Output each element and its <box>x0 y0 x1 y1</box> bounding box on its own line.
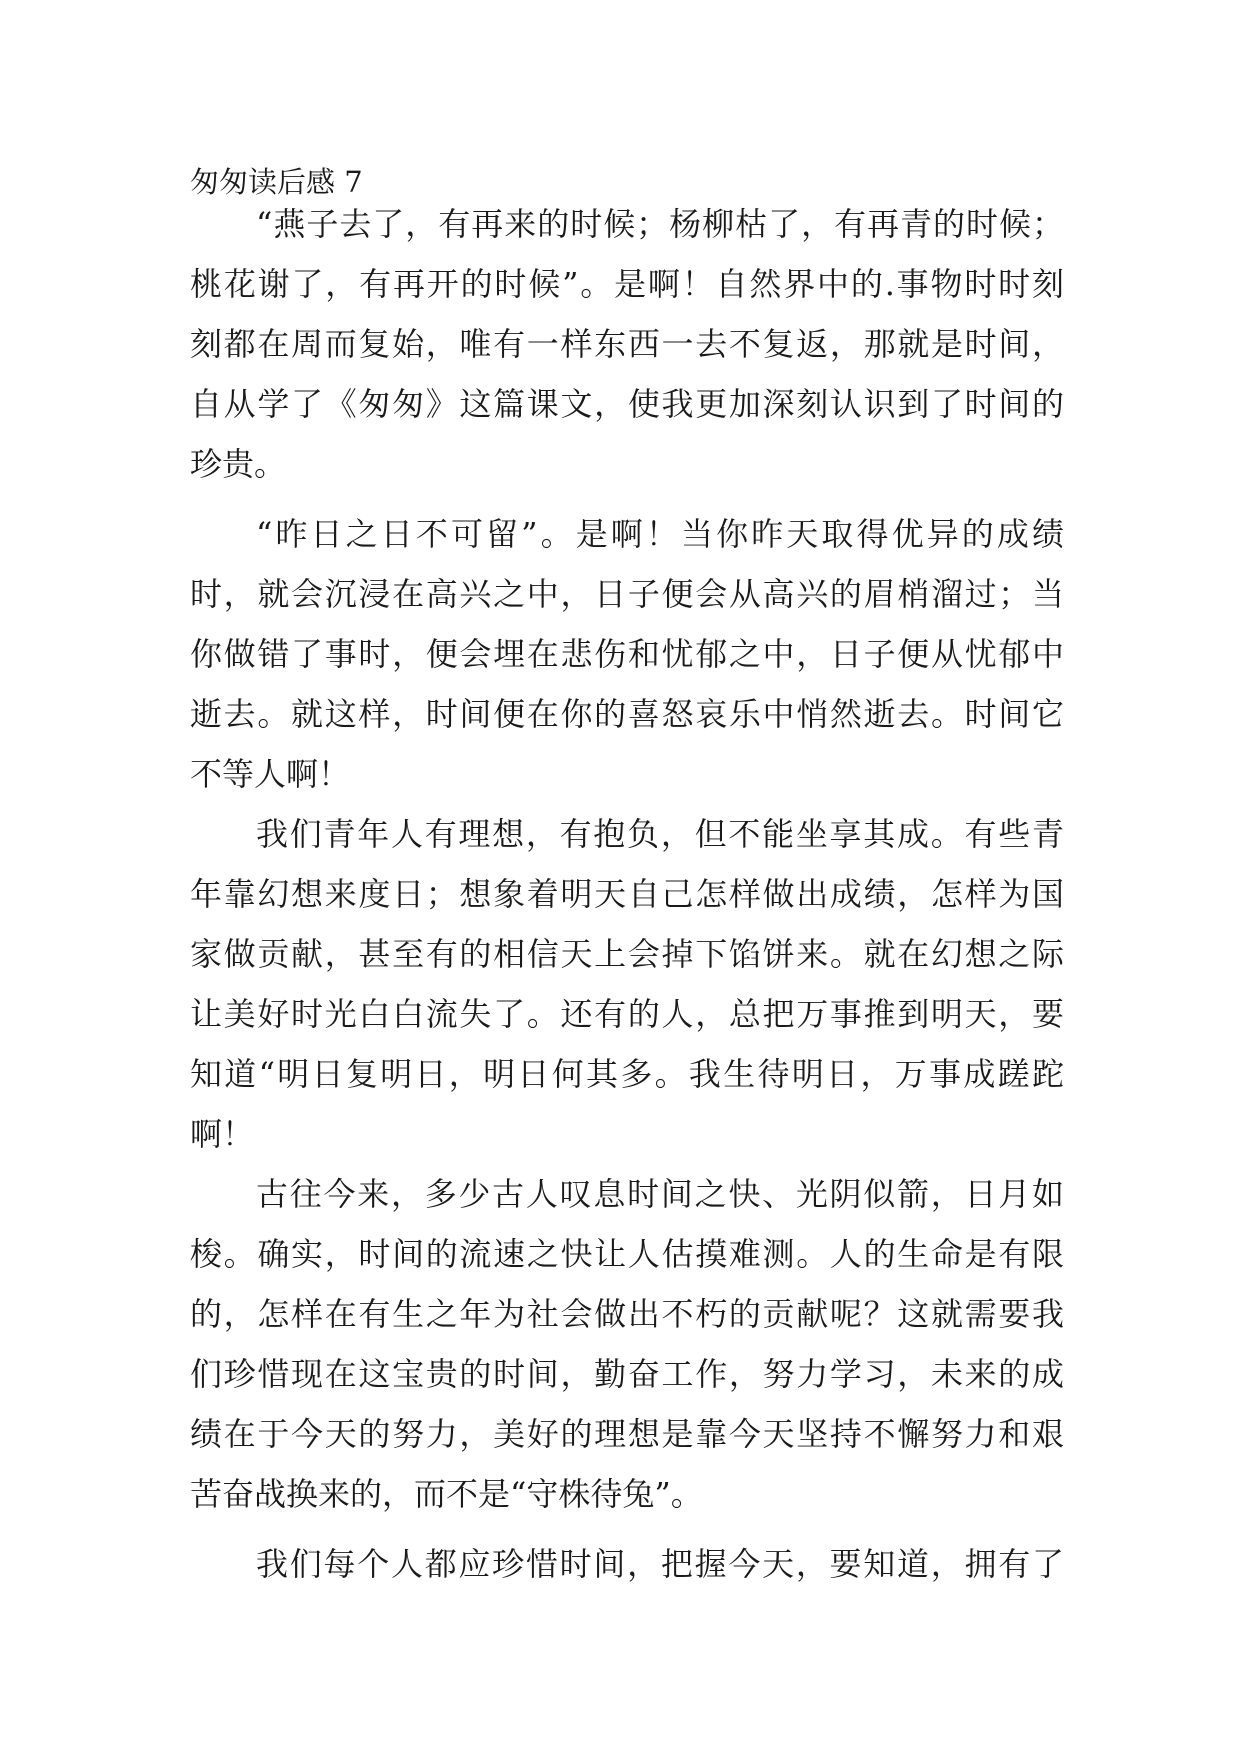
paragraph-3-line-5: 知道“明日复明日，明日何其多。我生待明日，万事成蹉跎 <box>190 1055 1064 1093</box>
paragraph-4-line-1: 古往今来，多少古人叹息时间之快、光阴似箭，日月如 <box>256 1175 1064 1213</box>
paragraph-2-line-3: 你做错了事时，便会埋在悲伤和忧郁之中，日子便从忧郁中 <box>190 635 1064 673</box>
paragraph-1-line-4: 自从学了《匆匆》这篇课文，使我更加深刻认识到了时间的 <box>190 385 1064 423</box>
paragraph-4-line-6: 苦奋战换来的，而不是“守株待兔”。 <box>190 1475 703 1513</box>
paragraph-4-line-3: 的，怎样在有生之年为社会做出不朽的贡献呢？这就需要我 <box>190 1295 1064 1333</box>
paragraph-2-line-5: 不等人啊！ <box>190 755 351 793</box>
paragraph-3-line-3: 家做贡献，甚至有的相信天上会掉下馅饼来。就在幻想之际 <box>190 935 1064 973</box>
paragraph-4-line-4: 们珍惜现在这宝贵的时间，勤奋工作，努力学习，未来的成 <box>190 1355 1064 1393</box>
paragraph-2-line-2: 时，就会沉浸在高兴之中，日子便会从高兴的眉梢溜过；当 <box>190 575 1064 613</box>
paragraph-3-line-1: 我们青年人有理想，有抱负，但不能坐享其成。有些青 <box>256 815 1064 853</box>
document-title: 匆匆读后感 7 <box>190 165 363 199</box>
paragraph-1-line-3: 刻都在周而复始，唯有一样东西一去不复返，那就是时间， <box>190 325 1064 363</box>
paragraph-1-line-2: 桃花谢了，有再开的时候”。是啊！自然界中的.事物时时刻 <box>190 265 1064 303</box>
paragraph-2-line-1: “昨日之日不可留”。是啊！当你昨天取得优异的成绩 <box>256 515 1064 553</box>
paragraph-3-line-6: 啊！ <box>190 1115 255 1153</box>
paragraph-1-line-5: 珍贵。 <box>190 445 287 483</box>
paragraph-1-line-1: “燕子去了，有再来的时候；杨柳枯了，有再青的时候； <box>256 205 1064 243</box>
paragraph-5-line-1: 我们每个人都应珍惜时间，把握今天，要知道，拥有了 <box>256 1545 1064 1583</box>
paragraph-3-line-2: 年靠幻想来度日；想象着明天自己怎样做出成绩，怎样为国 <box>190 875 1064 913</box>
paragraph-2-line-4: 逝去。就这样，时间便在你的喜怒哀乐中悄然逝去。时间它 <box>190 695 1064 733</box>
paragraph-4-line-2: 梭。确实，时间的流速之快让人估摸难测。人的生命是有限 <box>190 1235 1064 1273</box>
paragraph-4-line-5: 绩在于今天的努力，美好的理想是靠今天坚持不懈努力和艰 <box>190 1415 1064 1453</box>
paragraph-3-line-4: 让美好时光白白流失了。还有的人，总把万事推到明天，要 <box>190 995 1064 1033</box>
